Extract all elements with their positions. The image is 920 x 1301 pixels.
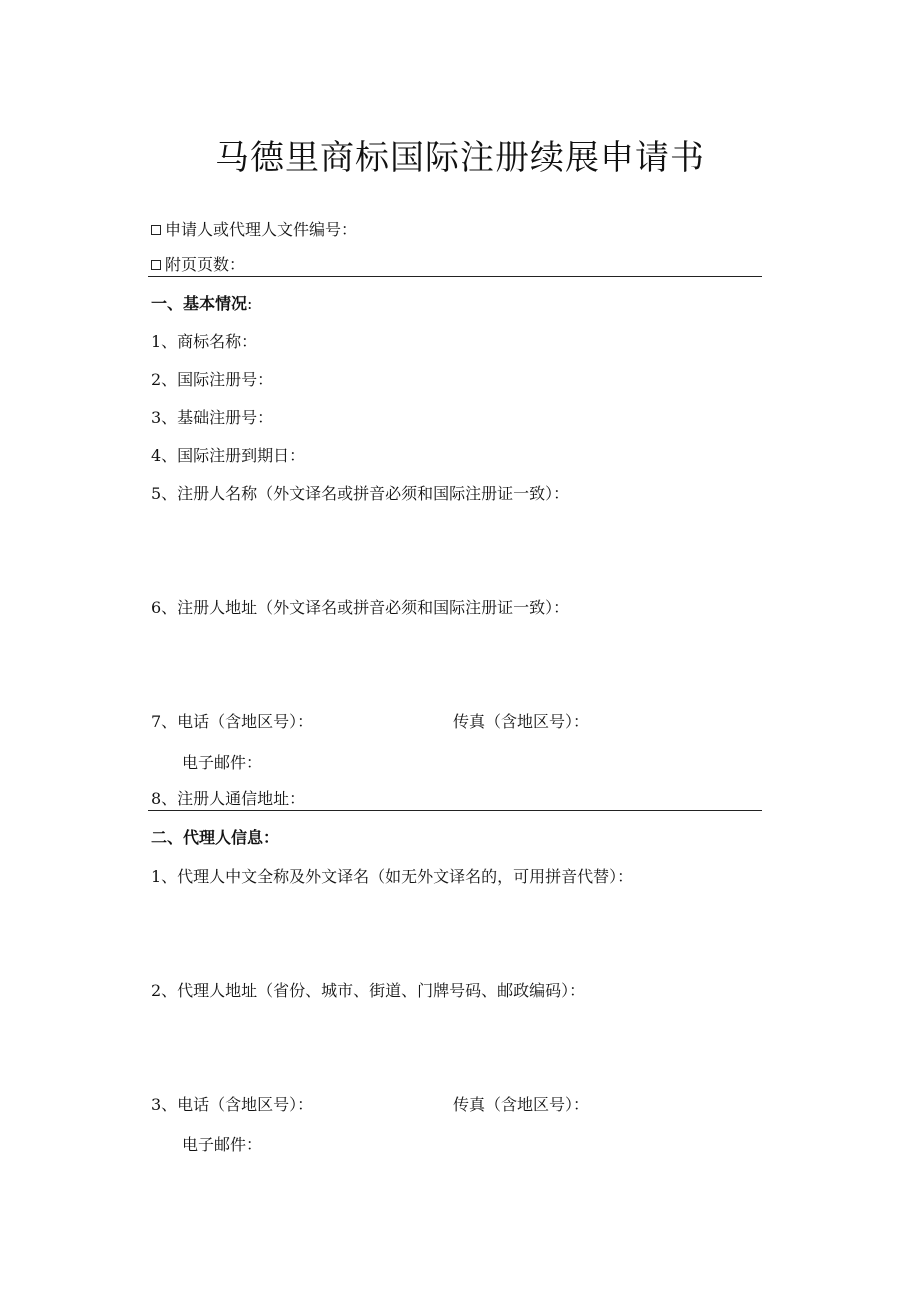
attachment-pages-label: 附页页数： — [165, 255, 246, 274]
section1-heading-text: 一、基本情况 — [151, 294, 248, 313]
checkbox-icon — [151, 260, 161, 270]
international-registration-number-field: 2、国际注册号： — [151, 370, 274, 389]
basic-registration-number-field: 3、基础注册号： — [151, 408, 274, 427]
checkbox-icon — [151, 225, 161, 235]
file-number-label: 申请人或代理人文件编号： — [165, 220, 358, 239]
registrant-name-field: 5、注册人名称（外文译名或拼音必须和国际注册证一致）： — [151, 484, 570, 503]
section2-heading: 二、代理人信息： — [151, 828, 280, 847]
registrant-email-field: 电子邮件： — [182, 753, 263, 772]
section-divider — [148, 810, 762, 811]
registrant-phone-field: 7、电话（含地区号）： — [151, 712, 314, 731]
section-divider — [148, 276, 762, 277]
expiry-date-field: 4、国际注册到期日： — [151, 446, 306, 465]
document-title: 马德里商标国际注册续展申请书 — [215, 138, 705, 178]
section1-heading — [151, 293, 252, 315]
section1-heading-colon: : — [247, 294, 253, 313]
agent-address-field: 2、代理人地址（省份、城市、街道、门牌号码、邮政编码）： — [151, 981, 586, 1000]
agent-fax-field: 传真（含地区号）： — [453, 1095, 590, 1114]
registrant-address-field: 6、注册人地址（外文译名或拼音必须和国际注册证一致）： — [151, 598, 570, 617]
attachment-pages-field — [151, 254, 245, 276]
agent-email-field: 电子邮件： — [182, 1135, 263, 1154]
agent-phone-field: 3、电话（含地区号）： — [151, 1095, 314, 1114]
registrant-fax-field: 传真（含地区号）： — [453, 712, 590, 731]
file-number-field — [151, 219, 357, 241]
registrant-mailing-address-field: 8、注册人通信地址： — [151, 789, 306, 808]
trademark-name-field: 1、商标名称： — [151, 332, 258, 351]
agent-name-field: 1、代理人中文全称及外文译名（如无外文译名的，可用拼音代替）： — [151, 867, 634, 886]
